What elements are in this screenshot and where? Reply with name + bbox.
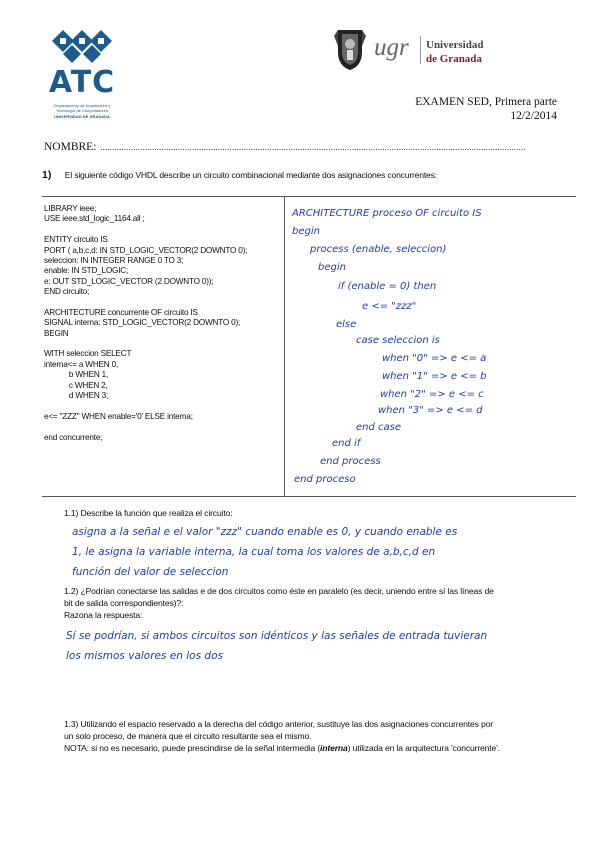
- note-signal-name: interna: [320, 743, 348, 753]
- hand-code-line: when "0" => e <= a: [382, 353, 487, 364]
- atc-logo: [44, 28, 120, 120]
- hand-code-line: end case: [356, 422, 402, 433]
- code-line: e<= "ZZZ" WHEN enable='0' ELSE interna;: [44, 411, 193, 421]
- code-line: LIBRARY ieee;: [44, 204, 97, 213]
- code-line: interna<= a WHEN 0,: [44, 359, 119, 369]
- ugr-crest-icon: [330, 26, 370, 72]
- code-line: [44, 298, 280, 308]
- university-line2: de Granada: [426, 53, 482, 65]
- code-line: ARCHITECTURE concurrente OF circuito IS: [44, 307, 198, 317]
- question-1: [42, 165, 562, 183]
- hand-code-line: process (enable, seleccion): [310, 244, 447, 255]
- code-section-bottom-line: [42, 496, 576, 497]
- code-line: [44, 225, 280, 235]
- university-line1: Universidad: [426, 39, 484, 51]
- q1-1-answer: [72, 522, 572, 582]
- code-line: SIGNAL interna: STD_LOGIC_VECTOR(2 DOWNTO 0);: [44, 318, 241, 328]
- name-field[interactable]: [44, 137, 564, 153]
- atc-subtitle: Departamento de Arquitectura y Tecnología de Computadores: [53, 103, 111, 113]
- q1-1-prompt: 1.1) Describe la función que realiza el circuito:: [64, 508, 233, 518]
- q1-2-line3: Razona la respuesta:: [64, 610, 143, 620]
- code-line: BEGIN: [44, 328, 69, 338]
- code-line: seleccion: IN INTEGER RANGE 0 TO 3;: [44, 255, 184, 265]
- code-line: [44, 422, 280, 432]
- answer-line: asigna a la señal e el valor "zzz" cuando enable es 0, y cuando enable es: [72, 526, 458, 538]
- ugr-divider: [420, 36, 421, 64]
- note-prefix: NOTA: si no es necesario, puede prescindirse de la señal intermedia (: [64, 743, 321, 753]
- code-line: USE ieee.std_logic_1164.all ;: [44, 214, 145, 224]
- question-statement: El siguiente código VHDL describe un circuito combinacional mediante dos asignaciones concurrentes:: [64, 170, 437, 180]
- note-suffix: ) utilizada en la arquitectura 'concurrente'.: [347, 743, 500, 753]
- exam-date: 12/2/2014: [510, 110, 557, 122]
- exam-title: EXAMEN SED, Primera parte: [415, 96, 557, 108]
- code-line: [44, 401, 280, 411]
- q1-3-note: [64, 742, 579, 754]
- q1-3-line1: 1.3) Utilizando el espacio reservado a la derecha del código anterior, sustituye las dos asignaciones concurrentes por: [64, 719, 493, 729]
- hand-code-line: end proceso: [294, 474, 356, 485]
- hand-code-line: ARCHITECTURE proceso OF circuito IS: [292, 208, 482, 219]
- answer-line: función del valor de seleccion: [72, 566, 229, 578]
- code-line: b WHEN 1,: [44, 370, 109, 380]
- hand-code-line: end process: [320, 456, 381, 467]
- code-line: c WHEN 2,: [44, 380, 108, 390]
- code-line: END circuito;: [44, 287, 90, 297]
- hand-code-line: e <= "zzz": [362, 301, 417, 312]
- q1-3-line2: un solo proceso, de manera que el circuito resultante sea el mismo.: [64, 731, 312, 741]
- q1-2-answer: [66, 626, 576, 666]
- code-line: PORT ( a,b,c,d: IN STD_LOGIC_VECTOR(2 DOWNTO 0);: [44, 245, 248, 255]
- handwritten-process-code: [290, 204, 576, 494]
- hand-code-line: when "3" => e <= d: [378, 405, 483, 416]
- hand-code-line: if (enable = 0) then: [338, 281, 437, 292]
- hand-code-line: else: [336, 319, 357, 330]
- ugr-logo: [330, 26, 500, 76]
- vhdl-code-block: [44, 204, 280, 443]
- q1-2-line2: bit de salida correspondientes)?:: [64, 598, 184, 608]
- code-line: d WHEN 3;: [44, 391, 109, 401]
- hand-code-line: when "1" => e <= b: [382, 371, 487, 382]
- code-line: ENTITY circuito IS: [44, 235, 108, 245]
- hand-code-line: end if: [332, 438, 361, 449]
- code-section-divider: [284, 196, 285, 496]
- hand-code-line: case seleccion is: [356, 335, 440, 346]
- code-line: WITH seleccion SELECT: [44, 349, 132, 359]
- answer-line: los mismos valores en los dos: [66, 650, 223, 662]
- name-label: NOMBRE:: [44, 141, 97, 153]
- answer-line: Sí se podrían, si ambos circuitos son idénticos y las señales de entrada tuvieran: [66, 630, 488, 642]
- answer-line: 1, le asigna la variable interna, la cual toma los valores de a,b,c,d en: [72, 546, 436, 558]
- name-dots: .....................................................................................................................................................................................: [100, 143, 526, 152]
- q1-2-line1: 1.2) ¿Podrían conectarse las salidas e de dos circuitos como éste en paralelo (es decir, uniendo entre sí las líneas de: [64, 586, 494, 596]
- code-section-top-line: [42, 196, 576, 197]
- q1-2-prompt: [64, 585, 579, 621]
- atc-logo-text: ATC: [48, 65, 116, 100]
- code-line: end concurrente;: [44, 432, 103, 442]
- hand-code-line: begin: [318, 262, 346, 273]
- question-number: 1): [42, 169, 52, 181]
- code-line: [44, 339, 280, 349]
- atc-university: UNIVERSIDAD DE GRANADA: [54, 114, 110, 119]
- ugr-logo-text: ugr: [374, 34, 409, 61]
- atc-emblem-icon: [44, 28, 120, 70]
- q1-3-block: [64, 718, 579, 754]
- code-line: e: OUT STD_LOGIC_VECTOR (2 DOWNTO 0));: [44, 276, 214, 286]
- hand-code-line: begin: [292, 226, 320, 237]
- hand-code-line: when "2" => e <= c: [380, 389, 484, 400]
- code-line: enable: IN STD_LOGIC;: [44, 266, 129, 276]
